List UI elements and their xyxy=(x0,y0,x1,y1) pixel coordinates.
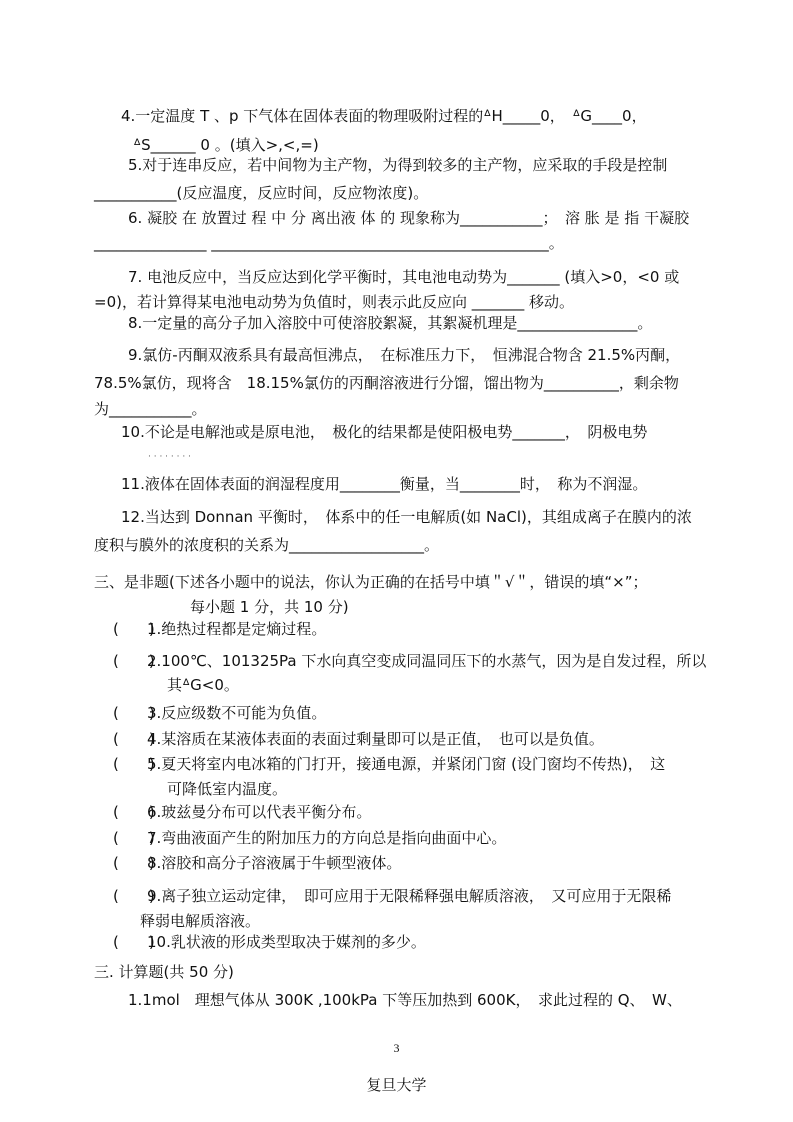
q5-line2: ___________(反应温度，反应时间，反应物浓度)。 xyxy=(94,184,429,202)
tf-heading-line1: 三、是非题(下述各小题中的说法，你认为正确的在括号中填＂√＂，错误的填“×”； xyxy=(94,573,648,591)
footer-school: 复旦大学 xyxy=(366,1078,427,1094)
q9-line1: 9.氯仿-丙酮双液系具有最高恒沸点， 在标准压力下， 恒沸混合物含 21.5%丙酮， xyxy=(128,346,681,364)
tf-item-text: 7.弯曲液面产生的附加压力的方向总是指向曲面中心。 xyxy=(147,829,507,847)
q12-line1: 12.当达到 Donnan 平衡时， 体系中的任一电解质(如 NaCl)，其组成离子在膜内的浓 xyxy=(121,508,692,526)
tf-item-3 xyxy=(113,703,326,723)
q10-line1: 10.不论是电解池或是原电池， 极化的结果都是使阳极电势_______， 阴极电势 xyxy=(121,423,648,441)
page-number: 3 xyxy=(393,1041,400,1055)
tf-item-text: 8.溶胶和高分子溶液属于牛顿型液体。 xyxy=(147,854,402,872)
tf-item-text: 10.乳状液的形成类型取决于媒剂的多少。 xyxy=(147,933,426,951)
q12-line2: 度积与膜外的浓度积的关系为__________________。 xyxy=(94,536,440,554)
tf-item-6 xyxy=(113,802,371,822)
answer-paren[interactable]: ( ) xyxy=(113,887,155,905)
calc-q1: 1.1mol 理想气体从 300K ,100kPa 下等压加热到 600K， 求此过程的 Q、 W、 xyxy=(128,991,682,1009)
tf-item-2 xyxy=(113,651,706,671)
answer-paren[interactable]: ( ) xyxy=(113,652,155,670)
answer-paren[interactable]: ( ) xyxy=(113,704,155,722)
calc-heading: 三. 计算题(共 50 分) xyxy=(94,963,234,981)
tf-item-4 xyxy=(113,729,604,749)
q4-line2: ᐞS______ 0 。(填入>,<,=) xyxy=(133,136,319,154)
tf-item-9-cont: 释弱电解质溶液。 xyxy=(140,912,261,930)
q5-line1: 5.对于连串反应，若中间物为主产物，为得到较多的主产物，应采取的手段是控制 xyxy=(128,156,668,174)
q11-line1: 11.液体在固体表面的润湿程度用________衡量，当________时， 称为不润湿。 xyxy=(121,475,648,493)
tf-item-7 xyxy=(113,828,506,848)
tf-item-1 xyxy=(113,619,326,639)
answer-paren[interactable]: ( ) xyxy=(113,755,155,773)
q7-line1: 7. 电池反应中，当反应达到化学平衡时，其电池电动势为_______ (填入>0，<0 或 xyxy=(128,268,680,286)
q6-line2: _______________ _____________________________________________。 xyxy=(94,234,564,252)
q4-line1: 4.一定温度 T 、p 下气体在固体表面的物理吸附过程的ᐞH_____0， ᐞG____0， xyxy=(121,107,647,125)
answer-paren[interactable]: ( ) xyxy=(113,933,155,951)
tf-item-10 xyxy=(113,932,426,952)
tf-item-5-cont: 可降低室内温度。 xyxy=(167,780,288,798)
q6-line1: 6. 凝胶 在 放置过 程 中 分 离出液 体 的 现象称为___________； 溶 胀 是 指 干凝胶 xyxy=(128,209,690,227)
answer-paren[interactable]: ( ) xyxy=(113,620,155,638)
answer-paren[interactable]: ( ) xyxy=(113,730,155,748)
q8-line1: 8.一定量的高分子加入溶胶中可使溶胶絮凝，其絮凝机理是________________。 xyxy=(128,314,653,332)
q9-line3: 为___________。 xyxy=(94,400,207,418)
q9-line2: 78.5%氯仿，现将含 18.15%氯仿的丙酮溶液进行分馏，馏出物为__________，剩余物 xyxy=(94,374,679,392)
tf-item-text: 3.反应级数不可能为负值。 xyxy=(147,704,327,722)
tf-item-text: 1.绝热过程都是定熵过程。 xyxy=(147,620,327,638)
tf-heading-line2: 每小题 1 分，共 10 分) xyxy=(190,598,349,616)
tf-item-2-cont: 其ᐞG<0。 xyxy=(167,676,239,694)
answer-paren[interactable]: ( ) xyxy=(113,803,155,821)
tf-item-text: 2.100℃、101325Pa 下水向真空变成同温同压下的水蒸气，因为是自发过程，所以 xyxy=(147,652,707,670)
tf-item-8 xyxy=(113,853,401,873)
answer-paren[interactable]: ( ) xyxy=(113,854,155,872)
tf-item-text: 5.夏天将室内电冰箱的门打开，接通电源，并紧闭门窗 (设门窗均不传热)， 这 xyxy=(147,755,666,773)
q10-line2: · · · · · · · · xyxy=(148,452,191,462)
tf-item-text: 9.离子独立运动定律， 即可应用于无限稀释强电解质溶液， 又可应用于无限稀 xyxy=(147,887,672,905)
tf-item-text: 4.某溶质在某液体表面的表面过剩量即可以是正值， 也可以是负值。 xyxy=(147,730,604,748)
tf-item-5 xyxy=(113,754,665,774)
tf-item-9 xyxy=(113,886,671,906)
tf-item-text: 6.玻兹曼分布可以代表平衡分布。 xyxy=(147,803,372,821)
q7-line2: =0)，若计算得某电池电动势为负值时，则表示此反应向 _______ 移动。 xyxy=(94,293,575,311)
answer-paren[interactable]: ( ) xyxy=(113,829,155,847)
